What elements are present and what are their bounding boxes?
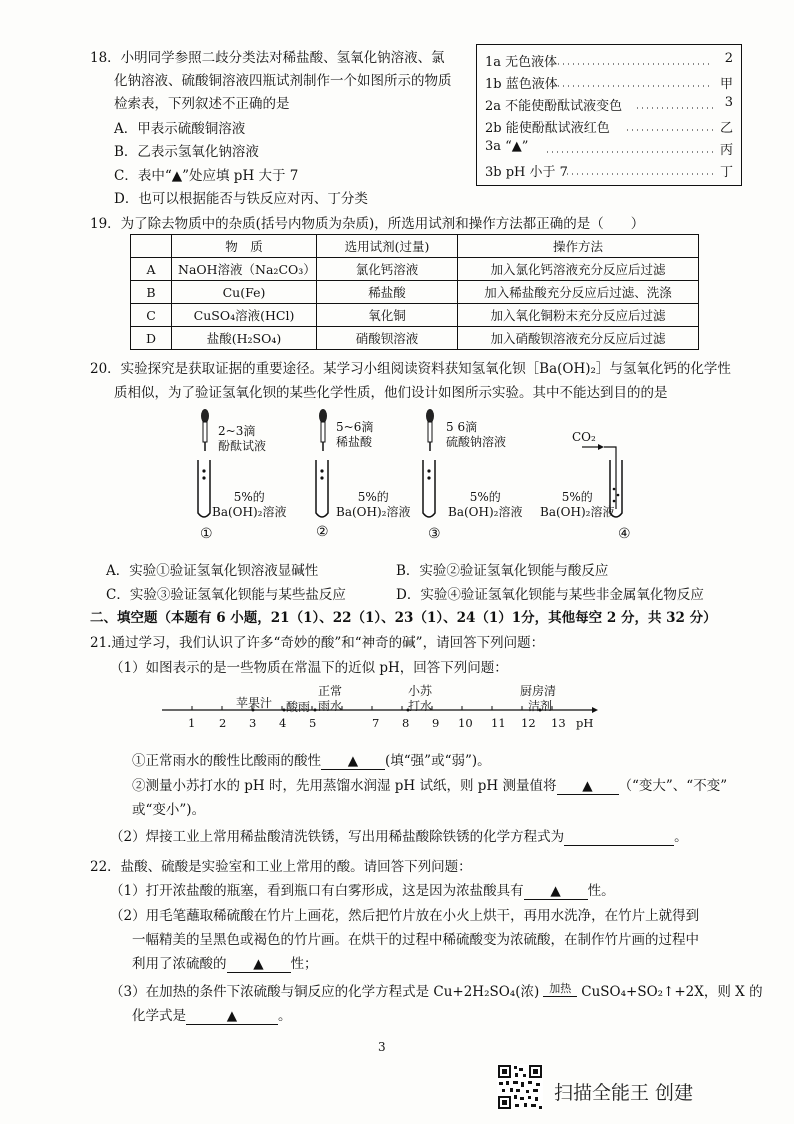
q22-part2-line1: （2）用毛笔蘸取稀硫酸在竹片上画花，然后把竹片放在小火上烘干，再用水洗净，在竹片上就得到 [110,908,700,924]
q20-option-b: B．实验②验证氢氧化钡能与酸反应 [396,563,609,579]
key-row: 1a 无色液体 2 [485,51,733,70]
table-header-row: 物 质 选用试剂(过量) 操作方法 [131,235,699,258]
test-tube-icon [198,460,210,517]
ph-tick-label: 10 [458,716,473,730]
ph-unit-label: pH [576,716,594,730]
ph-tick-label: 11 [491,716,506,730]
answer-blank[interactable]: ▲ [227,956,291,973]
ph-tick-label: 3 [249,716,257,730]
ph-tick-label: 8 [402,716,410,730]
ph-label-normal: 正常 [318,684,343,698]
ph-label-acid-rain: 酸雨 [286,700,311,714]
q21-sub2-cont: 或“变小”)。 [132,802,206,818]
ph-tick-label: 12 [521,716,536,730]
dropper-icon [201,409,209,451]
q22-stem: 22．盐酸、硫酸是实验室和工业上常用的酸。请回答下列问题： [90,859,472,875]
q22-part2-line2: 一幅精美的呈黑色或褐色的竹片画。在烘干的过程中稀硫酸变为浓硫酸，在制作竹片画的过程中 [132,932,699,948]
reaction-condition: 加热 [543,980,577,997]
q19-stem: 19．为了除去物质中的杂质(括号内物质为杂质)，所选用试剂和操作方法都正确的是（ ） [90,216,645,232]
ph-tick-label: 7 [372,716,380,730]
ph-label-detergent: 洁剂 [528,699,553,713]
dropper-icon [319,409,327,451]
q20-option-d: D．实验④验证氢氧化钡能与某些非金属氧化物反应 [396,587,704,603]
dichotomous-key-box [476,44,742,186]
fig4-number: ④ [618,526,631,542]
fig2-solution-label: 5%的 Ba(OH)₂溶液 [336,490,411,519]
ph-tick-label: 5 [309,716,317,730]
page-number: 3 [378,1040,386,1054]
key-row: 3a “▲” 丙 [485,139,733,158]
test-tube-icon [316,460,328,517]
answer-blank[interactable]: ▲ [557,778,619,795]
q22-part3-cont: 化学式是 ▲ 。 [132,1008,292,1024]
q21-part2: （2）焊接工业上常用稀盐酸清洗铁锈，写出用稀盐酸除铁锈的化学方程式为 。 [110,829,688,845]
q19-table [130,234,699,350]
q21-part1: （1）如图表示的是一些物质在常温下的近似 pH，回答下列问题： [110,660,508,676]
q18-option-d: D．也可以根据能否与铁反应对丙、丁分类 [114,191,368,207]
scanner-watermark: 扫描全能王 创建 [554,1082,694,1104]
q21-sub1: ①正常雨水的酸性比酸雨的酸性 ▲ (填“强”或“弱”)。 [132,753,491,769]
q18-option-a: A．甲表示硫酸铜溶液 [114,121,246,137]
q18-option-b: B．乙表示氢氧化钠溶液 [114,144,259,160]
fig1-solution-label: 5%的 Ba(OH)₂溶液 [212,490,287,519]
table-row: C CuSO₄溶液(HCl) 氧化铜 加入氧化铜粉末充分反应后过滤 [131,304,699,327]
answer-blank[interactable]: ▲ [186,1008,278,1025]
table-row: A NaOH溶液（Na₂CO₃） 氯化钙溶液 加入氯化钙溶液充分反应后过滤 [131,258,699,281]
fig3-number: ③ [428,526,441,542]
qr-code-icon [497,1064,543,1110]
fig2-reagent-label: 5~6滴 稀盐酸 [336,420,374,449]
test-tube-icon [423,460,435,517]
answer-blank[interactable]: ▲ [321,753,385,770]
ph-label-water: 打水 [408,699,433,713]
q20-stem-line1: 20．实验探究是获取证据的重要途径。某学习小组阅读资料获知氢氧化钡［Ba(OH)₂］与氢氧化钙的化学性 [90,361,731,377]
fig3-reagent-label: 5 6滴 硫酸钠溶液 [446,420,507,449]
q20-stem-line2: 质相似，为了验证氢氧化钡的某些化学性质，他们设计如图所示实验。其中不能达到目的的是 [114,385,668,401]
table-row: D 盐酸(H₂SO₄) 硝酸钡溶液 加入硝酸钡溶液充分反应后过滤 [131,327,699,350]
answer-blank[interactable]: ▲ [524,883,588,900]
ph-tick-label: 2 [219,716,227,730]
q22-part3: （3）在加热的条件下浓硫酸与铜反应的化学方程式是 Cu+2H₂SO₄(浓) 加热 CuSO₄+SO₂↑+2X，则 X 的 [110,982,763,1000]
ph-tick-label: 13 [551,716,566,730]
q21-stem: 21.通过学习，我们认识了许多“奇妙的酸”和“神奇的碱”，请回答下列问题： [90,635,545,651]
fig1-reagent-label: 2~3滴 酚酞试液 [218,424,267,453]
key-row: 3b pH 小于 7 丁 [485,165,733,180]
ph-tick-label: 4 [279,716,287,730]
fig4-gas-label: CO₂ [572,430,596,444]
key-row: 2a 不能使酚酞试液变色 3 [485,95,733,114]
key-row: 1b 蓝色液体 甲 [485,77,733,92]
q20-option-a: A．实验①验证氢氧化钡溶液显碱性 [106,563,319,579]
ph-tick-label: 1 [188,716,196,730]
fig4-solution-label: 5%的 Ba(OH)₂溶液 [540,490,615,519]
ph-tick-label: 9 [432,716,440,730]
ph-label-kitchen-cleaner: 厨房清 [520,684,557,698]
q22-part2-line3: 利用了浓硫酸的 ▲ 性； [132,956,318,972]
q18-stem-line3: 检索表，下列叙述不正确的是 [114,96,290,112]
q18-stem-line1: 18．小明同学参照二歧分类法对稀盐酸、氢氧化钠溶液、氯 [90,50,445,66]
ph-label-rain: 雨水 [318,699,343,713]
section-heading: 二、填空题（本题有 6 小题，21（1）、22（1）、23（1）、24（1）1分，其他每空 2 分，共 32 分） [90,610,717,626]
fig2-number: ② [316,524,329,540]
ph-label-baking-soda: 小苏 [408,684,433,698]
fig3-solution-label: 5%的 Ba(OH)₂溶液 [448,490,523,519]
q21-sub2: ②测量小苏打水的 pH 时，先用蒸馏水润湿 pH 试纸，则 pH 测量值将 ▲ （“变大”、“不变” [132,778,728,794]
q18-option-c: C．表中“▲”处应填 pH 大于 7 [114,168,299,184]
answer-blank-equation[interactable] [564,829,674,846]
dropper-icon [426,409,434,451]
q22-part1: （1）打开浓盐酸的瓶塞，看到瓶口有白雾形成，这是因为浓盐酸具有 ▲ 性。 [110,883,615,899]
gas-arrow-icon [582,444,604,450]
table-row: B Cu(Fe) 稀盐酸 加入稀盐酸充分反应后过滤、洗涤 [131,281,699,304]
q20-option-c: C．实验③验证氢氧化钡能与某些盐反应 [106,587,346,603]
fig1-number: ① [200,526,213,542]
key-row: 2b 能使酚酞试液红色 乙 [485,121,733,136]
q18-stem-line2: 化钠溶液、硫酸铜溶液四瓶试剂制作一个如图所示的物质 [114,73,452,89]
ph-label-apple-juice: 苹果汁 [236,696,273,710]
